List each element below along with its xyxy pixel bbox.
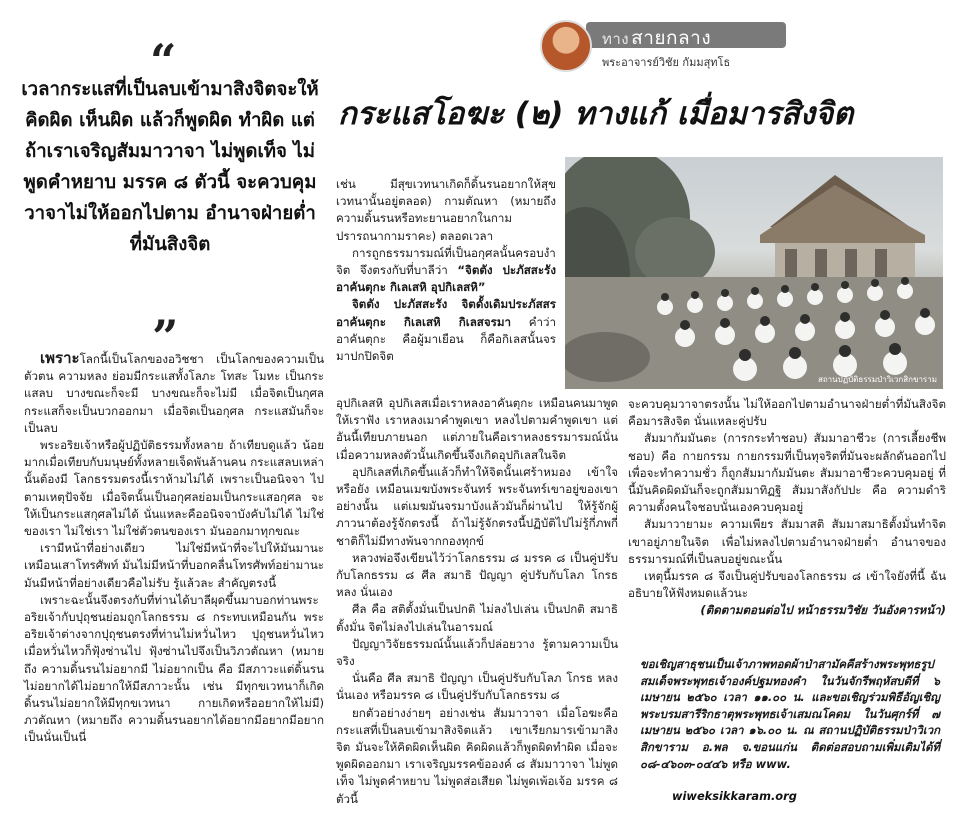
pali-explanation: จิตตัง ปะภัสสะรัง จิตดั้งเดิมประภัสสร อาคันตุกะ กิเลเสหิ กิเลสจรมา xyxy=(336,297,556,329)
masthead-author: พระอาจารย์วิชัย กัมมสุทโธ xyxy=(602,56,731,69)
pali-quote: “จิตตัง ปะภัสสะรัง อาคันตุกะ กิเลเสหิ อุปกิเลสหิ” xyxy=(336,263,556,295)
article-photo xyxy=(565,157,943,389)
masthead-prefix: ทาง xyxy=(602,30,630,48)
column-2b-paragraph-4: ศีล คือ สติตั้งมั่นเป็นปกติ ไม่ลงไปเล่น เป็นปกติ สมาธิตั้งมั่น จิตไม่ลงไปเล่นในอารมณ์ xyxy=(336,602,618,634)
masthead-column-title xyxy=(602,23,711,53)
website-link[interactable]: wiweksikkaram.org xyxy=(672,789,797,803)
article-column-2-top xyxy=(336,176,556,365)
column-1-paragraph-1: โลกนี้เป็นโลกของอวิชชา เป็นโลกของความเป็นตัวตน ความหลง ย่อมมีกระแสทั้งโลภะ โทสะ โมหะ เป็นกระแสลบ บางขณะก็จะมี บางขณะก็จะไม่มี เมื่อจิตเป็นกุศล กระแสก็จะเป็นบวกออกมา เมื่อจิตเป็นอกุศล กระแสมันก็จะเป็นลบ xyxy=(24,352,324,435)
column-2b-paragraph-7: ยกตัวอย่างง่ายๆ อย่างเช่น สัมมาวาจา เมื่อโอฆะคือกระแสที่เป็นลบเข้ามาสิงจิตแล้ว เขาเรียกมารเข้ามาสิงจิต มันจะให้คิดผิดเห็นผิด คิดผิดแล้วก็พูดผิดทำผิด เมื่อจะพูดผิดออกมา เราเจริญมรรคข้อองค์ ๘ สัมมาวาจา ไม่พูดเท็จ ไม่พูดคำหยาบ ไม่พูดส่อเสียด ไม่พูดเพ้อเจ้อ มรรค ๘ ตัวนี้ xyxy=(336,705,618,806)
column-2-paragraph-1: เช่น มีสุขเวทนาเกิดก็ดิ้นรนอยากให้สุขเวทนานั้นอยู่ตลอด) กามตัณหา (หมายถึง ความดิ้นรนหรือทะยานอยากในกาม ปรารถนากามราคะ) ตลอดเวลา xyxy=(336,177,556,243)
column-2b-paragraph-2: อุปกิเลสที่เกิดขึ้นแล้วก็ทำให้จิตนั้นเศร้าหมอง เข้าใจหรือยัง เหมือนเมฆบังพระจันทร์ พระจันทร์เขาอยู่ของเขาอย่างนั้น แต่เมฆมันจรมาบังแล้วมันก็ผ่านไป ให้รู้จักผู้ภาวนาต้องรู้จักตรงนี้ ถ้าไม่รู้จักตรงนี้ปฏิบัติไปไม่รู้กี่ภพกี่ชาติก็ไม่มีทางพ้นจากกองทุกข์ xyxy=(336,464,618,548)
column-2-paragraph-3: คำว่า อาคันตุกะ คือผู้มาเยือน ก็คือกิเลสนั้นจรมาปกปิดจิต xyxy=(336,314,556,364)
column-2b-paragraph-3: หลวงพ่อจึงเขียนไว้ว่าโลกธรรม ๘ มรรค ๘ เป็นคู่ปรับกับโลกธรรม ๘ ศีล สมาธิ ปัญญา คู่ปรับกับโลภ โกรธ หลง นั่นเอง xyxy=(336,550,618,600)
column-3-paragraph-4: เหตุนี้มรรค ๘ จึงเป็นคู่ปรับของโลกธรรม ๘ เข้าใจยังที่นี้ ฉันอธิบายให้ฟังหมดแล้วนะ xyxy=(628,569,946,601)
column-2b-paragraph-5: ปัญญาวิจัยธรรมณ์นั้นแล้วก็ปล่อยวาง รู้ตามความเป็นจริง xyxy=(336,636,618,669)
column-2b-paragraph-6: นั่นคือ ศีล สมาธิ ปัญญา เป็นคู่ปรับกับโลภ โกรธ หลง นั่นเอง หรือมรรค ๘ เป็นคู่ปรับกับโลกธรรม ๘ xyxy=(336,671,618,703)
lead-word: เพราะ xyxy=(40,349,80,367)
article-column-2 xyxy=(336,395,618,808)
column-3-paragraph-2: สัมมากัมมันตะ (การกระทำชอบ) สัมมาอาชีวะ (การเลี้ยงชีพชอบ) คือ กายกรรม กายกรรมที่เป็นทุจริตที่มันจะผลักดันออกไปเพื่อจะทำความชั่ว ก็ถูกสัมมากัมมันตะ สัมมาอาชีวะควบคุมอยู่ ที่นี้มันคิดผิดมันก็จะถูกสัมมาทิฏฐิ สัมมาสังกัปปะ คือ ความดำริ ความตั้งคนใจชอบนั่นเองควบคุมอยู่ xyxy=(628,431,946,515)
article-column-3 xyxy=(628,396,946,620)
column-3-paragraph-3: สัมมาวายามะ ความเพียร สัมมาสติ สัมมาสมาธิตั้งมั่นทำจิตเขาอยู่ภายในจิต เพื่อไม่หลงไปตามอำนาจฝ่ายต่ำ อำนาจของธรรมารมณ์ที่เป็นลบอยู่ขณะนั้น xyxy=(628,517,946,566)
column-2b-paragraph-1: อุปกิเลสหิ อุปกิเลสเมื่อเราหลงอาคันตุกะ เหมือนคนมาพูดให้เราฟัง เราหลงเมาคำพูดเขา หลงไปตามคำพูดเขา แต่อันนี้เทียบภายนอก แต่ภายในคือเราหลงธรรมารมณ์นั่น เมื่อความหลงตัวนั้นเกิดขึ้นจึงเกิดอุปกิเลสในจิต xyxy=(336,396,618,462)
pullquote-open-mark: “ xyxy=(150,34,177,88)
column-2-paragraph-2: การถูกธรรมารมณ์ที่เป็นอกุศลนั้นครอบงำจิต จึงตรงกับที่บาลีว่า xyxy=(336,245,556,278)
continued-note: (ติดตามตอนต่อไป หน้าธรรมวิชัย วันอังคารหน้า) xyxy=(700,603,946,618)
photo-illustration xyxy=(565,157,943,389)
article-headline: กระแสโอฆะ (๒) ทางแก้ เมื่อมารสิงจิต xyxy=(338,96,854,132)
column-masthead xyxy=(540,20,915,72)
masthead-column-name: สายกลาง xyxy=(631,27,712,49)
column-3-paragraph-1: จะควบคุมวาจาตรงนั้น ไม่ให้ออกไปตามอำนาจฝ่ายต่ำที่มันสิงจิต คือมารสิงจิต นั่นแหละคู่ปรับ xyxy=(628,397,946,429)
article-column-1 xyxy=(24,350,324,747)
column-1-paragraph-2: พระอริยเจ้าหรือผู้ปฏิบัติธรรมทั้งหลาย ถ้าเทียบดูแล้ว น้อยมากเมื่อเทียบกับมนุษย์ทั้งหลายเจ็ดพันล้านคน กระแสลบเหล่านั้นต้องมี โลกธรรมตรงนี้เราห้ามไม่ได้ เพราะเป็นอนิจจา ไปตามเหตุปัจจัย เมื่อจิตนั้นเป็นอกุศลย่อมเป็นกระแสอกุศล จะให้เป็นกระแสกุศลไม่ได้ นั่นแหละคืออนิจจาบังคับไม่ได้ ไม่ใช่ของเรา ไม่ใช่เรา ไม่ใช่ตัวตนของเรา มันออกมาทุกขณะ xyxy=(24,438,324,539)
column-1-paragraph-4: เพราะฉะนั้นจึงตรงกับที่ท่านได้บาลีผุดขึ้นมาบอกท่านพระอริยเจ้ากับปุถุชนย่อมถูกโลกธรรม ๘ กระทบเหมือนกัน พระอริยเจ้าต่างจากปุถุชนตรงที่ท่านไม่หวั่นไหว ปุถุชนหวั่นไหว เมื่อหวั่นไหวก็ฟุ้งซ่านไป ฟุ้งซ่านไปจึงเป็นวิภวตัณหา (หมายถึง ความดิ้นรนไม่อยากมี ไม่อยากเป็น คือ มีสภาวะแต่ดิ้นรนไม่อยากได้ไม่อยากให้มีสภาวะนั้น เช่น มีทุกขเวทนาก็เกิดดิ้นรนไม่อยากให้มีทุกขเวทนา กายเกิดหรืออยากให้ไม่มี) ภวตัณหา (หมายถึง ความดิ้นรนอยากได้อยากมีอยากมีอยากเป็นนั่นเป็นนี่ xyxy=(24,592,324,745)
pullquote-close-mark: ” xyxy=(152,310,179,364)
author-portrait xyxy=(540,20,592,72)
column-1-paragraph-3: เรามีหน้าที่อย่างเดียว ไม่ใช่มีหน้าที่จะไปให้มันมานะ เหมือนเสาโทรศัพท์ มันไม่มีหน้าที่บอกคลื่นโทรศัพท์อย่ามานะ มันมีหน้าที่อย่างเดียวคือไม่รับ รู้แล้วละ สำคัญตรงนี้ xyxy=(24,541,324,590)
event-invitation: ขอเชิญสาธุชนเป็นเจ้าภาพทอดผ้าป่าสามัคคีสร้างพระพุทธรูปสมเด็จพระพุทธเจ้าองค์ปฐมทองคำ ในวันจักรีพฤหัสบดีที่ ๖ เมษายน ๒๕๖๐ เวลา ๑๑.๐๐ น. และขอเชิญร่วมพิธีอัญเชิญพระบรมสารีริกธาตุพระพุทธเจ้าเสมณโคดม ในวันศุกร์ที่ ๗ เมษายน ๒๕๖๐ เวลา ๑๖.๐๐ น. ณ สถานปฏิบัติธรรมป่าวิเวกสิกขาราม อ.พล จ.ขอนแก่น ติดต่อสอบถามเพิ่มเติมได้ที่ ๐๘-๔๖๐๓-๐๔๔๖ หรือ www. xyxy=(640,657,940,771)
photo-credit: สถานปฏิบัติธรรมป่าวิเวกสิกขาราม xyxy=(817,375,937,384)
pullquote-text: เวลากระแสที่เป็นลบเข้ามาสิงจิตจะให้คิดผิด เห็นผิด แล้วก็พูดผิด ทำผิด แต่ถ้าเราเจริญสัมมาวาจา ไม่พูดเท็จ ไม่พูดคำหยาบ มรรค ๘ ตัวนี้ จะควบคุมวาจาไม่ให้ออกไปตาม อำนาจฝ่ายต่ำที่มันสิงจิต xyxy=(21,79,319,255)
